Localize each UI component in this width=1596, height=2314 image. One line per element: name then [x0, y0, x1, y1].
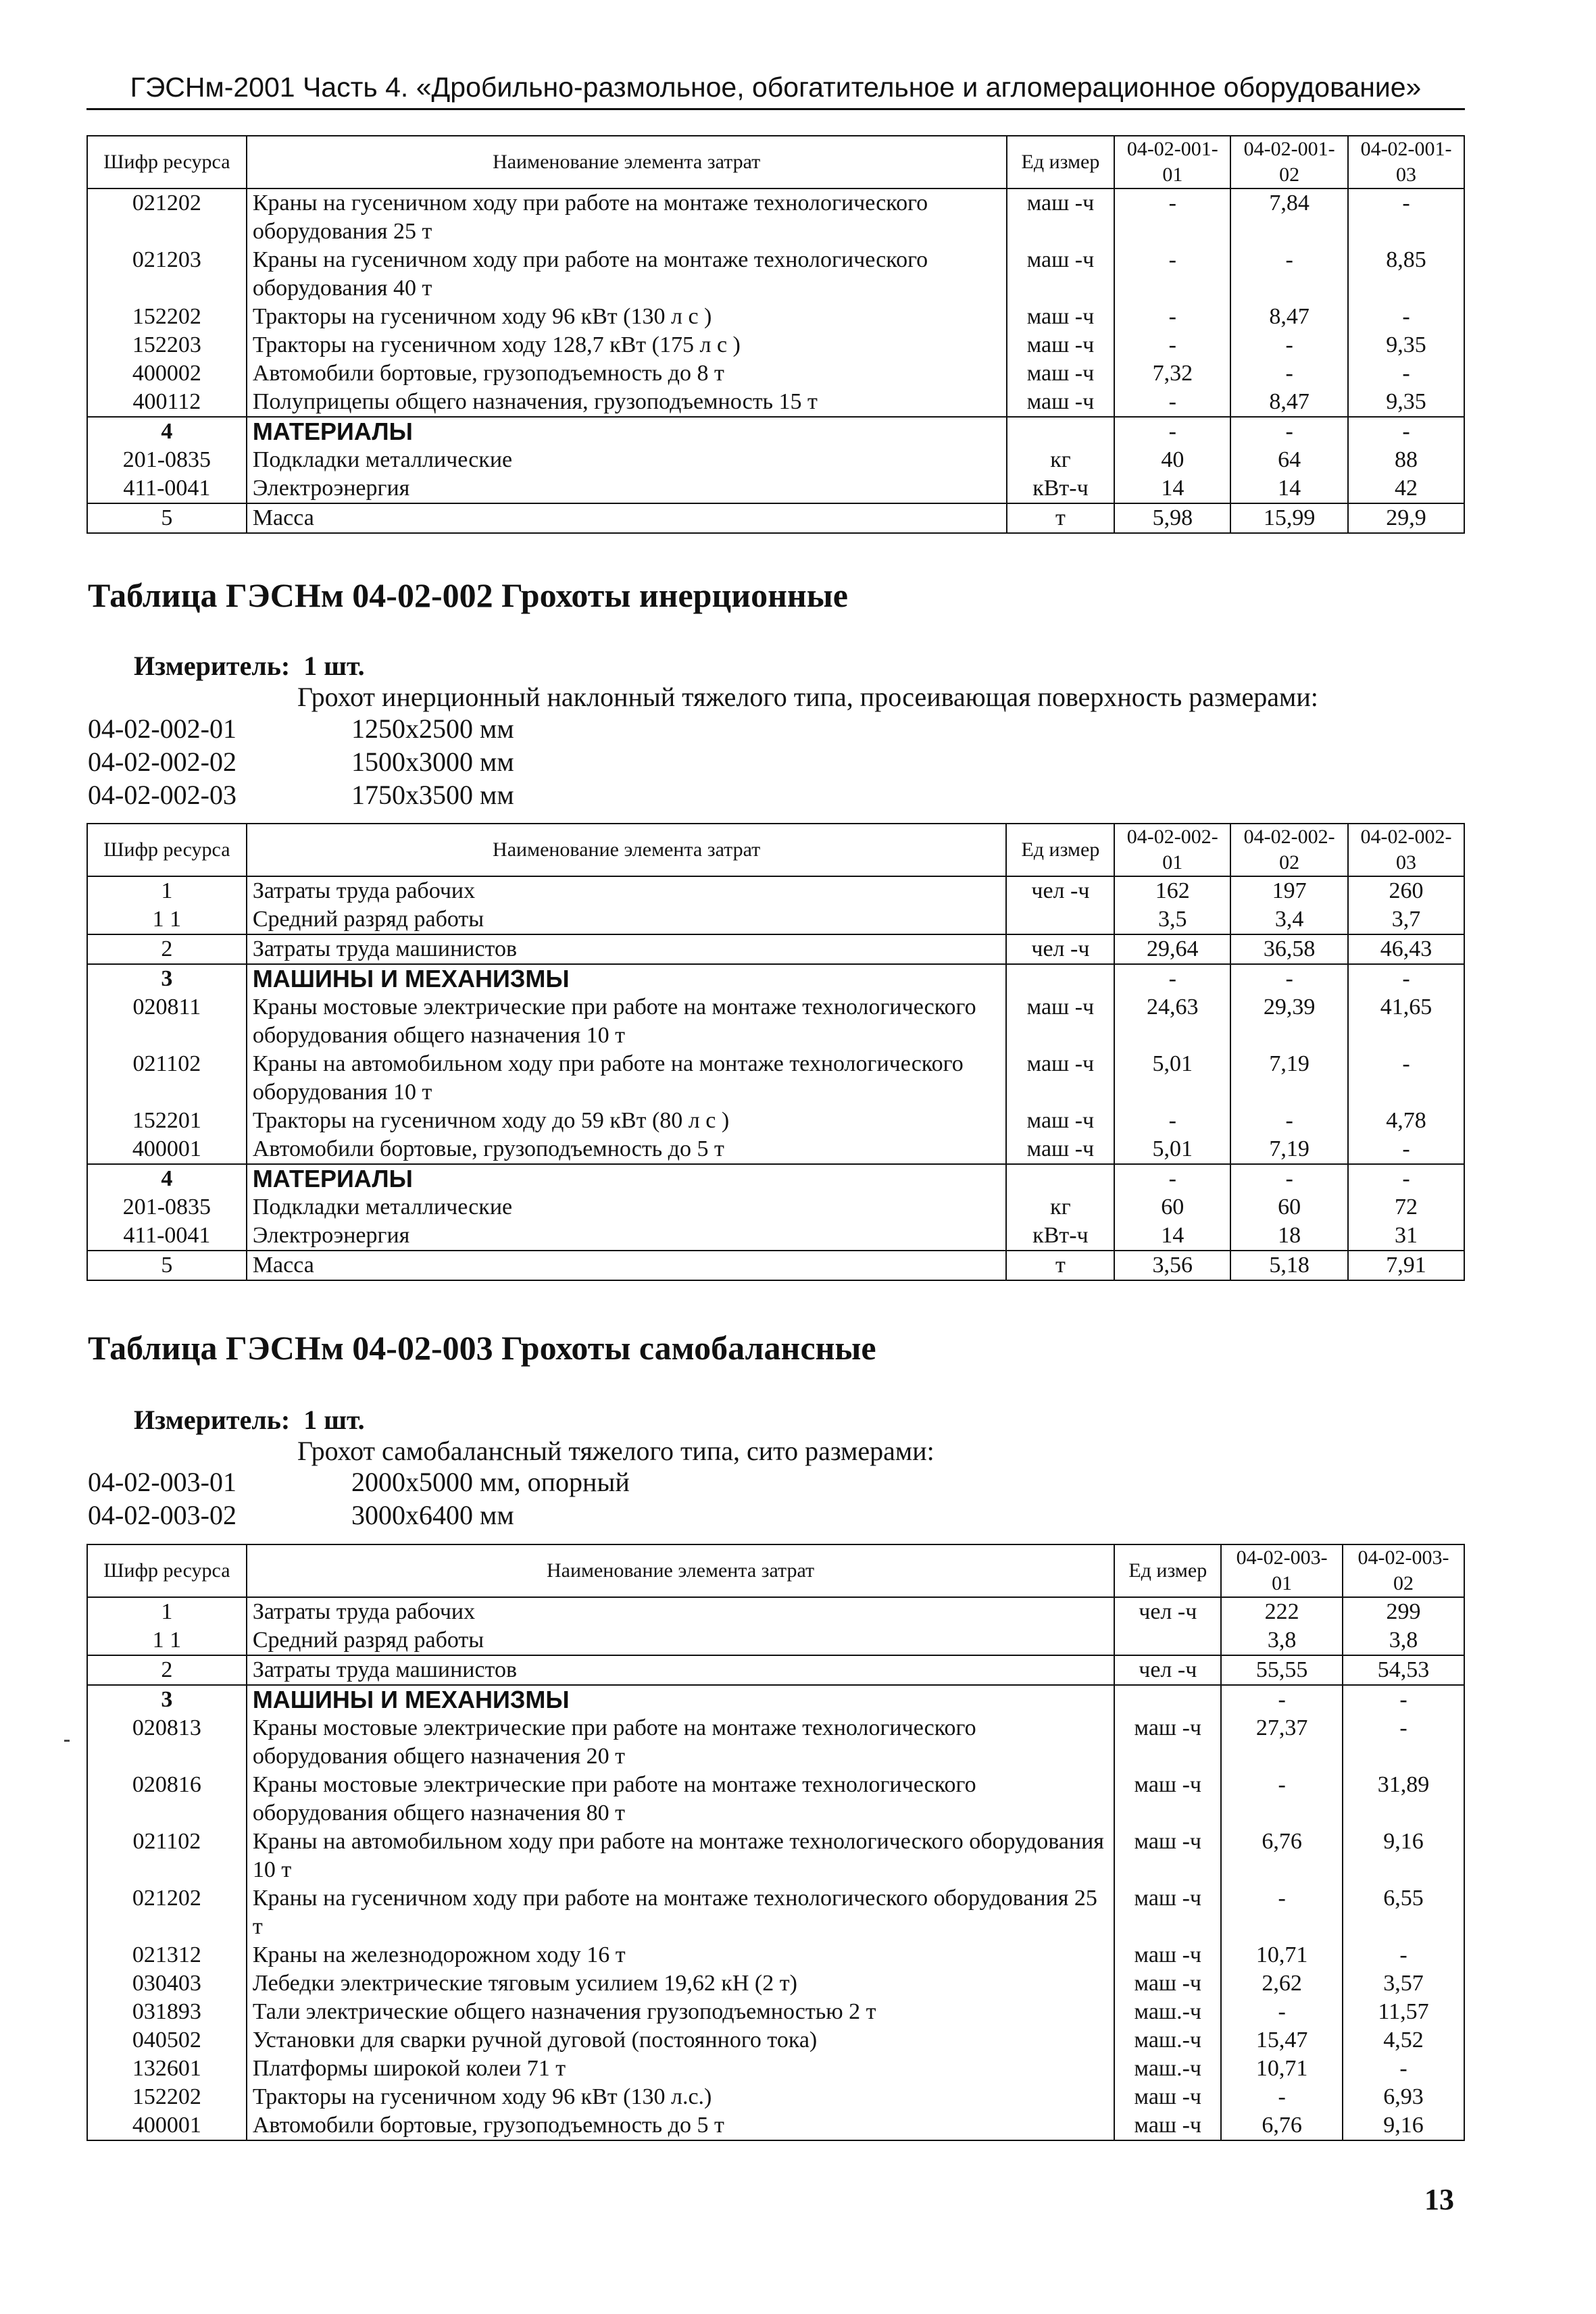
resource-name-cell: Масса [247, 503, 1007, 533]
table-row [87, 446, 1464, 474]
value-cell: 24,63 [1114, 993, 1230, 1050]
value-cell: 222 [1221, 1597, 1343, 1626]
table-row [87, 2083, 1464, 2111]
value-cell: 46,43 [1348, 934, 1464, 964]
resource-code-cell: 030403 [87, 1969, 247, 1998]
unit-cell [1006, 1164, 1114, 1193]
resource-code-cell: 031893 [87, 1998, 247, 2026]
col-header-unit: Ед измер [1007, 136, 1115, 188]
col-header-code: Шифр ресурса [87, 136, 247, 188]
value-cell: 55,55 [1221, 1655, 1343, 1685]
resource-code-cell: 021312 [87, 1941, 247, 1969]
value-cell: 3,4 [1230, 905, 1348, 934]
description: Грохот самобалансный тяжелого типа, сито размерами: [297, 1436, 934, 1466]
value-cell: - [1348, 964, 1464, 993]
resource-name-cell: Установки для сварки ручной дуговой (постоянного тока) [247, 2026, 1115, 2055]
resource-name-cell: Затраты труда машинистов [247, 934, 1007, 964]
resource-code-cell: 020811 [87, 993, 247, 1050]
measure [134, 650, 365, 682]
value-cell: - [1343, 1685, 1464, 1714]
value-cell: 5,01 [1114, 1050, 1230, 1107]
table-row [87, 303, 1464, 331]
unit-cell [1114, 1626, 1221, 1655]
value-cell: 299 [1343, 1597, 1464, 1626]
value-cell: 10,71 [1221, 2055, 1343, 2083]
table-row [87, 1998, 1464, 2026]
value-cell: 3,5 [1114, 905, 1230, 934]
resource-code-cell: 020813 [87, 1714, 247, 1771]
value-cell: - [1230, 417, 1348, 446]
unit-cell: чел -ч [1006, 876, 1114, 905]
resource-name-cell: Масса [247, 1251, 1007, 1280]
unit-cell: маш.-ч [1114, 2055, 1221, 2083]
value-cell: 6,93 [1343, 2083, 1464, 2111]
value-cell: 6,76 [1221, 1828, 1343, 1884]
table-row [87, 905, 1464, 934]
unit-cell: маш.-ч [1114, 2026, 1221, 2055]
resource-name-cell: Краны мостовые электрические при работе на монтаже технологического оборудования общего назначения 10 т [247, 993, 1007, 1050]
variant-code: 04-02-003-01 [88, 1467, 236, 1497]
value-cell: - [1348, 1164, 1464, 1193]
value-cell: 36,58 [1230, 934, 1348, 964]
table-row [87, 1135, 1464, 1164]
value-cell: - [1114, 417, 1230, 446]
table-row [87, 2111, 1464, 2140]
resource-name-cell: Затраты труда рабочих [247, 1597, 1115, 1626]
table-row [87, 1714, 1464, 1771]
value-cell: - [1343, 1941, 1464, 1969]
value-cell: - [1221, 1771, 1343, 1828]
measure-value: 1 шт. [303, 1405, 365, 1435]
measure-value: 1 шт. [303, 651, 365, 681]
value-cell: 5,98 [1114, 503, 1230, 533]
resource-code-cell: 2 [87, 934, 247, 964]
variant-size: 1500х3000 мм [351, 747, 514, 777]
col-header-variant: 04-02-003-02 [1343, 1544, 1464, 1597]
table-row [87, 876, 1464, 905]
measure [134, 1404, 365, 1436]
resource-name-cell: МАТЕРИАЛЫ [247, 417, 1007, 446]
value-cell: 5,01 [1114, 1135, 1230, 1164]
unit-cell: т [1006, 1251, 1114, 1280]
value-cell: 7,19 [1230, 1050, 1348, 1107]
col-header-name: Наименование элемента затрат [247, 824, 1007, 876]
table-row [87, 1164, 1464, 1193]
unit-cell [1007, 417, 1115, 446]
resource-name-cell: МАШИНЫ И МЕХАНИЗМЫ [247, 1685, 1115, 1714]
resource-name-cell: Краны на гусеничном ходу при работе на монтаже технологического оборудования 25 т [247, 188, 1007, 246]
value-cell: 6,55 [1343, 1884, 1464, 1941]
resource-code-cell: 5 [87, 1251, 247, 1280]
resource-name-cell: Краны на гусеничном ходу при работе на монтаже технологического оборудования 25 т [247, 1884, 1115, 1941]
unit-cell: маш -ч [1114, 1714, 1221, 1771]
value-cell: 7,84 [1230, 188, 1348, 246]
unit-cell [1006, 964, 1114, 993]
value-cell: 9,16 [1343, 2111, 1464, 2140]
resource-name-cell: Средний разряд работы [247, 905, 1007, 934]
resource-code-cell: 021102 [87, 1050, 247, 1107]
unit-cell: кг [1007, 446, 1115, 474]
table-row [87, 188, 1464, 246]
value-cell: 54,53 [1343, 1655, 1464, 1685]
variant-size: 2000х5000 мм, опорный [351, 1467, 630, 1497]
value-cell: 29,64 [1114, 934, 1230, 964]
resource-name-cell: Краны на автомобильном ходу при работе на монтаже технологического оборудования 10 т [247, 1828, 1115, 1884]
value-cell: 41,65 [1348, 993, 1464, 1050]
resource-name-cell: Средний разряд работы [247, 1626, 1115, 1655]
value-cell: - [1230, 246, 1348, 303]
value-cell: 18 [1230, 1222, 1348, 1251]
value-cell: 14 [1114, 474, 1230, 503]
measure-label: Измеритель: [134, 1405, 291, 1435]
resource-code-cell: 400001 [87, 2111, 247, 2140]
resource-code-cell: 2 [87, 1655, 247, 1685]
resource-code-cell: 132601 [87, 2055, 247, 2083]
value-cell: 3,8 [1221, 1626, 1343, 1655]
unit-cell: маш -ч [1114, 2111, 1221, 2140]
resource-code-cell: 3 [87, 1685, 247, 1714]
value-cell: - [1114, 246, 1230, 303]
value-cell: - [1221, 1998, 1343, 2026]
table-row [87, 474, 1464, 503]
table-row [87, 1626, 1464, 1655]
value-cell: 64 [1230, 446, 1348, 474]
resource-code-cell: 1 1 [87, 1626, 247, 1655]
resource-code-cell: 411-0041 [87, 474, 247, 503]
value-cell: 14 [1114, 1222, 1230, 1251]
value-cell: 7,91 [1348, 1251, 1464, 1280]
col-header-code: Шифр ресурса [87, 1544, 247, 1597]
resource-code-cell: 400001 [87, 1135, 247, 1164]
variant-code: 04-02-002-02 [88, 747, 236, 777]
value-cell: 27,37 [1221, 1714, 1343, 1771]
value-cell: 29,39 [1230, 993, 1348, 1050]
table-row [87, 1222, 1464, 1251]
unit-cell: чел -ч [1006, 934, 1114, 964]
resource-code-cell: 400002 [87, 359, 247, 388]
value-cell: 15,99 [1230, 503, 1348, 533]
value-cell: 40 [1114, 446, 1230, 474]
table-row [87, 1941, 1464, 1969]
resource-code-cell: 152201 [87, 1107, 247, 1135]
page-number: 13 [1424, 2183, 1454, 2216]
value-cell: 3,57 [1343, 1969, 1464, 1998]
value-cell: 260 [1348, 876, 1464, 905]
variant-size: 3000х6400 мм [351, 1500, 514, 1530]
unit-cell: маш -ч [1006, 1107, 1114, 1135]
table-row [87, 1597, 1464, 1626]
unit-cell: маш -ч [1006, 993, 1114, 1050]
value-cell: 5,18 [1230, 1251, 1348, 1280]
value-cell: - [1348, 359, 1464, 388]
resource-name-cell: Тракторы на гусеничном ходу 96 кВт (130 л с ) [247, 303, 1007, 331]
value-cell: 15,47 [1221, 2026, 1343, 2055]
unit-cell: маш -ч [1007, 303, 1115, 331]
value-cell: 8,85 [1348, 246, 1464, 303]
resource-code-cell: 400112 [87, 388, 247, 417]
unit-cell: маш -ч [1114, 1884, 1221, 1941]
value-cell: - [1114, 964, 1230, 993]
unit-cell: маш -ч [1114, 1969, 1221, 1998]
col-header-variant: 04-02-002-03 [1348, 824, 1464, 876]
unit-cell: маш -ч [1007, 188, 1115, 246]
resource-name-cell: Автомобили бортовые, грузоподъемность до 5 т [247, 2111, 1115, 2140]
unit-cell: маш -ч [1114, 2083, 1221, 2111]
table-row [87, 993, 1464, 1050]
table-row [87, 331, 1464, 359]
table-row [87, 1828, 1464, 1884]
resource-name-cell: Краны на гусеничном ходу при работе на монтаже технологического оборудования 40 т [247, 246, 1007, 303]
value-cell: - [1114, 303, 1230, 331]
value-cell: - [1348, 188, 1464, 246]
table-row [87, 2026, 1464, 2055]
resource-code-cell: 201-0835 [87, 1193, 247, 1222]
unit-cell [1006, 905, 1114, 934]
unit-cell: маш -ч [1007, 246, 1115, 303]
resource-code-cell: 1 [87, 1597, 247, 1626]
col-header-variant: 04-02-001-01 [1114, 136, 1230, 188]
value-cell: 162 [1114, 876, 1230, 905]
unit-cell: маш -ч [1007, 388, 1115, 417]
table-row [87, 964, 1464, 993]
resource-code-cell: 152202 [87, 2083, 247, 2111]
resource-code-cell: 3 [87, 964, 247, 993]
resource-table-1 [86, 135, 1465, 534]
resource-name-cell: Подкладки металлические [247, 1193, 1007, 1222]
resource-name-cell: Электроэнергия [247, 1222, 1007, 1251]
unit-cell: маш.-ч [1114, 1998, 1221, 2026]
table-row [87, 1251, 1464, 1280]
table-title: Таблица ГЭСНм 04-02-003 Грохоты самобалансные [88, 1329, 876, 1367]
value-cell: 3,7 [1348, 905, 1464, 934]
scan-mark [64, 1740, 70, 1742]
value-cell: - [1348, 1050, 1464, 1107]
value-cell: 9,35 [1348, 388, 1464, 417]
col-header-code: Шифр ресурса [87, 824, 247, 876]
resource-name-cell: Автомобили бортовые, грузоподъемность до 8 т [247, 359, 1007, 388]
unit-cell: т [1007, 503, 1115, 533]
resource-name-cell: Платформы широкой колеи 71 т [247, 2055, 1115, 2083]
table-row [87, 1685, 1464, 1714]
value-cell: 9,35 [1348, 331, 1464, 359]
value-cell: - [1230, 331, 1348, 359]
value-cell: - [1343, 1714, 1464, 1771]
resource-code-cell: 1 1 [87, 905, 247, 934]
table-row [87, 246, 1464, 303]
resource-name-cell: Тракторы на гусеничном ходу 96 кВт (130 л.с.) [247, 2083, 1115, 2111]
table-row [87, 1884, 1464, 1941]
resource-name-cell: Подкладки металлические [247, 446, 1007, 474]
resource-name-cell: Полуприцепы общего назначения, грузоподъемность 15 т [247, 388, 1007, 417]
resource-name-cell: Тракторы на гусеничном ходу 128,7 кВт (175 л с ) [247, 331, 1007, 359]
resource-code-cell: 4 [87, 1164, 247, 1193]
value-cell: - [1230, 964, 1348, 993]
unit-cell [1114, 1685, 1221, 1714]
col-header-variant: 04-02-001-02 [1230, 136, 1348, 188]
value-cell: - [1348, 1135, 1464, 1164]
value-cell: 3,56 [1114, 1251, 1230, 1280]
variant-code: 04-02-002-03 [88, 780, 236, 810]
value-cell: - [1114, 388, 1230, 417]
col-header-variant: 04-02-002-02 [1230, 824, 1348, 876]
resource-table-2 [86, 823, 1465, 1281]
value-cell: 9,16 [1343, 1828, 1464, 1884]
value-cell: 197 [1230, 876, 1348, 905]
value-cell: 14 [1230, 474, 1348, 503]
variant-code: 04-02-003-02 [88, 1500, 236, 1530]
value-cell: 60 [1230, 1193, 1348, 1222]
resource-name-cell: Краны на автомобильном ходу при работе на монтаже технологического оборудования 10 т [247, 1050, 1007, 1107]
resource-name-cell: Автомобили бортовые, грузоподъемность до 5 т [247, 1135, 1007, 1164]
resource-code-cell: 021202 [87, 188, 247, 246]
description: Грохот инерционный наклонный тяжелого типа, просеивающая поверхность размерами: [297, 682, 1318, 712]
table-row [87, 1050, 1464, 1107]
value-cell: 8,47 [1230, 303, 1348, 331]
unit-cell: кВт-ч [1006, 1222, 1114, 1251]
col-header-variant: 04-02-002-01 [1114, 824, 1230, 876]
table-title: Таблица ГЭСНм 04-02-002 Грохоты инерционные [88, 576, 848, 614]
value-cell: 72 [1348, 1193, 1464, 1222]
value-cell: - [1114, 1164, 1230, 1193]
unit-cell: маш -ч [1114, 1771, 1221, 1828]
value-cell: 29,9 [1348, 503, 1464, 533]
resource-name-cell: Краны мостовые электрические при работе на монтаже технологического оборудования общего назначения 80 т [247, 1771, 1115, 1828]
variant-code: 04-02-002-01 [88, 713, 236, 744]
resource-name-cell: Краны на железнодорожном ходу 16 т [247, 1941, 1115, 1969]
unit-cell: маш -ч [1006, 1050, 1114, 1107]
resource-name-cell: Тракторы на гусеничном ходу до 59 кВт (80 л с ) [247, 1107, 1007, 1135]
unit-cell: маш -ч [1114, 1941, 1221, 1969]
value-cell: - [1230, 359, 1348, 388]
table-row [87, 934, 1464, 964]
value-cell: 60 [1114, 1193, 1230, 1222]
value-cell: - [1348, 303, 1464, 331]
resource-code-cell: 4 [87, 417, 247, 446]
value-cell: - [1114, 1107, 1230, 1135]
resource-code-cell: 5 [87, 503, 247, 533]
resource-name-cell: Затраты труда машинистов [247, 1655, 1115, 1685]
resource-code-cell: 021202 [87, 1884, 247, 1941]
value-cell: 31,89 [1343, 1771, 1464, 1828]
table-row [87, 417, 1464, 446]
unit-cell: маш -ч [1007, 331, 1115, 359]
unit-cell: кг [1006, 1193, 1114, 1222]
resource-code-cell: 040502 [87, 2026, 247, 2055]
resource-name-cell: МАТЕРИАЛЫ [247, 1164, 1007, 1193]
value-cell: 10,71 [1221, 1941, 1343, 1969]
value-cell: - [1221, 1884, 1343, 1941]
value-cell: 2,62 [1221, 1969, 1343, 1998]
page-header: ГЭСНм-2001 Часть 4. «Дробильно-размольное, обогатительное и агломерационное оборудование» [86, 68, 1465, 110]
value-cell: 31 [1348, 1222, 1464, 1251]
resource-name-cell: Тали электрические общего назначения грузоподъемностью 2 т [247, 1998, 1115, 2026]
value-cell: 7,32 [1114, 359, 1230, 388]
value-cell: 3,8 [1343, 1626, 1464, 1655]
unit-cell: маш -ч [1114, 1828, 1221, 1884]
table-row [87, 1771, 1464, 1828]
value-cell: - [1230, 1164, 1348, 1193]
unit-cell: маш -ч [1007, 359, 1115, 388]
resource-name-cell: МАШИНЫ И МЕХАНИЗМЫ [247, 964, 1007, 993]
col-header-name: Наименование элемента затрат [247, 136, 1007, 188]
table-row [87, 1969, 1464, 1998]
resource-code-cell: 020816 [87, 1771, 247, 1828]
variant-size: 1250х2500 мм [351, 713, 514, 744]
resource-code-cell: 021102 [87, 1828, 247, 1884]
value-cell: 4,78 [1348, 1107, 1464, 1135]
value-cell: 88 [1348, 446, 1464, 474]
resource-code-cell: 152203 [87, 331, 247, 359]
col-header-variant: 04-02-003-01 [1221, 1544, 1343, 1597]
variant-size: 1750х3500 мм [351, 780, 514, 810]
resource-name-cell: Затраты труда рабочих [247, 876, 1007, 905]
value-cell: - [1221, 2083, 1343, 2111]
resource-name-cell: Лебедки электрические тяговым усилием 19,62 кН (2 т) [247, 1969, 1115, 1998]
table-row [87, 388, 1464, 417]
resource-code-cell: 021203 [87, 246, 247, 303]
resource-code-cell: 201-0835 [87, 446, 247, 474]
value-cell: - [1114, 331, 1230, 359]
value-cell: - [1230, 1107, 1348, 1135]
value-cell: 42 [1348, 474, 1464, 503]
measure-label: Измеритель: [134, 651, 291, 681]
value-cell: 7,19 [1230, 1135, 1348, 1164]
resource-name-cell: Краны мостовые электрические при работе на монтаже технологического оборудования общего назначения 20 т [247, 1714, 1115, 1771]
col-header-unit: Ед измер [1114, 1544, 1221, 1597]
value-cell: 11,57 [1343, 1998, 1464, 2026]
table-row [87, 359, 1464, 388]
table-row [87, 2055, 1464, 2083]
table-row [87, 1107, 1464, 1135]
table-row [87, 1655, 1464, 1685]
value-cell: 4,52 [1343, 2026, 1464, 2055]
unit-cell: чел -ч [1114, 1597, 1221, 1626]
col-header-unit: Ед измер [1006, 824, 1114, 876]
resource-code-cell: 411-0041 [87, 1222, 247, 1251]
col-header-name: Наименование элемента затрат [247, 1544, 1115, 1597]
resource-table-3 [86, 1544, 1465, 2141]
table-row [87, 1193, 1464, 1222]
value-cell: - [1348, 417, 1464, 446]
value-cell: 6,76 [1221, 2111, 1343, 2140]
unit-cell: чел -ч [1114, 1655, 1221, 1685]
table-row [87, 503, 1464, 533]
value-cell: - [1343, 2055, 1464, 2083]
unit-cell: кВт-ч [1007, 474, 1115, 503]
resource-name-cell: Электроэнергия [247, 474, 1007, 503]
unit-cell: маш -ч [1006, 1135, 1114, 1164]
value-cell: 8,47 [1230, 388, 1348, 417]
value-cell: - [1114, 188, 1230, 246]
value-cell: - [1221, 1685, 1343, 1714]
resource-code-cell: 152202 [87, 303, 247, 331]
resource-code-cell: 1 [87, 876, 247, 905]
col-header-variant: 04-02-001-03 [1348, 136, 1464, 188]
